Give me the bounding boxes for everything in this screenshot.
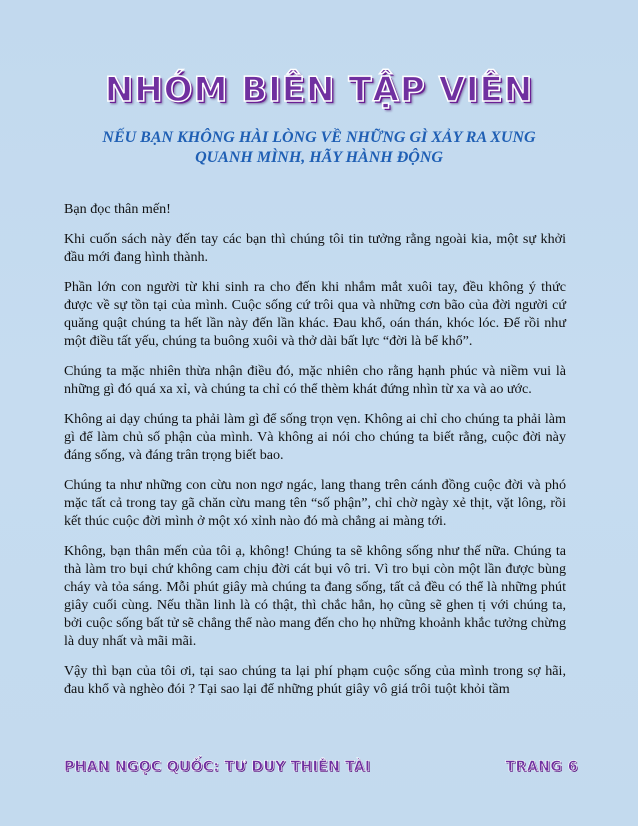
paragraph: Chúng ta mặc nhiên thừa nhận điều đó, mặc nhiên cho rằng hạnh phúc và niềm vui là những gì đó quá xa xỉ, và chúng ta chỉ có thể thèm khát đứng nhìn từ xa và ao ước. xyxy=(64,363,566,397)
page-title: NHÓM BIÊN TẬP VIÊN xyxy=(104,70,534,110)
paragraph: Phần lớn con người từ khi sinh ra cho đến khi nhắm mắt xuôi tay, đều không ý thức được về sự tồn tại của mình. Cuộc sống cứ trôi qua và những cơn bão của đời người cứ quăng quật chúng ta hết lần này đến lần khác. Đau khổ, oán thán, khóc lóc. Để rồi như một điều tất yếu, chúng ta buông xuôi và thở dài bất lực “đời là bể khổ”. xyxy=(64,279,566,349)
paragraph: Chúng ta như những con cừu non ngơ ngác, lang thang trên cánh đồng cuộc đời và phó mặc tất cả trong tay gã chăn cừu mang tên “số phận”, chỉ chờ ngày xẻ thịt, vặt lông, rồi kết thúc cuộc đời mình ở một xó xỉnh nào đó mà chẳng ai màng tới. xyxy=(64,477,566,529)
paragraph: Vậy thì bạn của tôi ơi, tại sao chúng ta lại phí phạm cuộc sống của mình trong sợ hãi, đau khổ và nghèo đói ? Tại sao lại để những phút giây vô giá trôi tuột khỏi tầm xyxy=(64,663,566,697)
paragraph: Không ai dạy chúng ta phải làm gì để sống trọn vẹn. Không ai chỉ cho chúng ta phải làm gì để làm chủ số phận của mình. Và không ai nói cho chúng ta biết rằng, cuộc đời này đáng sống, và đáng trân trọng biết bao. xyxy=(64,411,566,463)
paragraph: Khi cuốn sách này đến tay các bạn thì chúng tôi tin tưởng rằng ngoài kia, một sự khởi đầu mới đang hình thành. xyxy=(64,231,566,265)
body-text xyxy=(64,200,566,710)
page-subtitle: NẾU BẠN KHÔNG HÀI LÒNG VỀ NHỮNG GÌ XẢY RA XUNG QUANH MÌNH, HÃY HÀNH ĐỘNG xyxy=(102,129,536,166)
footer-page-number: TRANG 6 xyxy=(505,759,578,775)
paragraph: Không, bạn thân mến của tôi ạ, không! Chúng ta sẽ không sống như thế nữa. Chúng ta thà làm tro bụi chứ không cam chịu đời cát bụi vô tri. Vì tro bụi còn một lần được bùng cháy và tỏa sáng. Mỗi phút giây mà chúng ta đang sống, tất cả đều có thể là những phút giây cuối cùng. Nếu thần linh là có thật, thì chắc hẳn, họ cũng sẽ ghen tị với chúng ta, bởi cuộc sống bất tử sẽ chẳng thể nào mang đến cho họ những khoảnh khắc tưởng chừng là duy nhất và mãi mãi. xyxy=(64,543,566,649)
footer-book-title: PHAN NGỌC QUỐC: TƯ DUY THIÊN TÀI xyxy=(64,759,371,775)
paragraph: Bạn đọc thân mến! xyxy=(64,201,171,217)
